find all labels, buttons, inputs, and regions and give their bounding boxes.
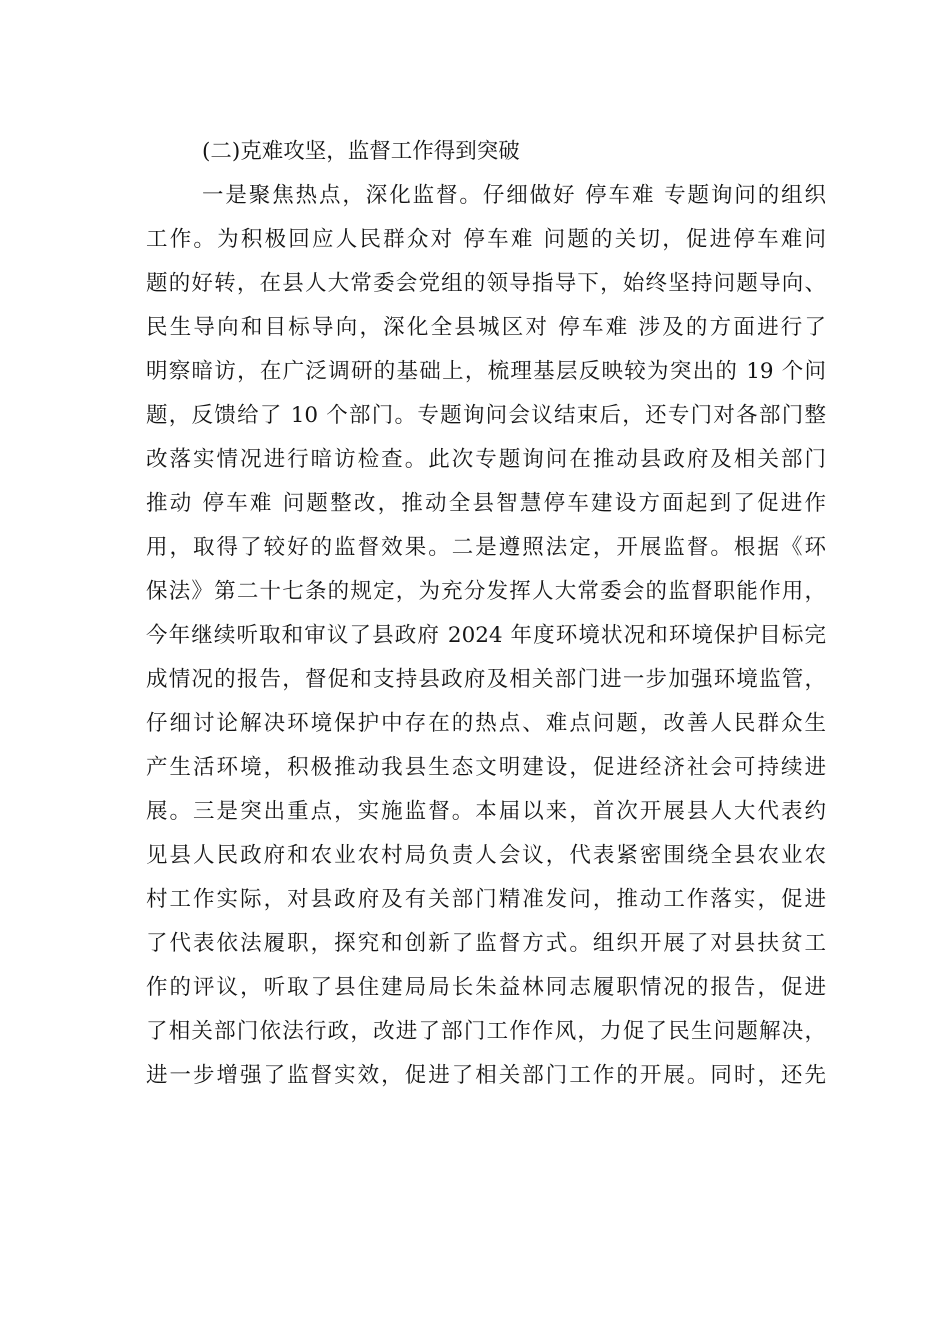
paragraph-line: 成情况的报告，督促和支持县政府及相关部门进一步加强环境监管，	[146, 667, 826, 692]
paragraph-line: 题，反馈给了 10 个部门。专题询问会议结束后，还专门对各部门整	[146, 403, 826, 428]
paragraph-line: 进一步增强了监督实效，促进了相关部门工作的开展。同时，还先	[146, 1063, 826, 1088]
section-heading: (二)克难攻坚，监督工作得到突破	[202, 139, 520, 164]
paragraph-line: 题的好转，在县人大常委会党组的领导指导下，始终坚持问题导向、	[146, 271, 826, 296]
paragraph-line: 产生活环境，积极推动我县生态文明建设，促进经济社会可持续进	[146, 755, 826, 780]
paragraph-line: 保法》第二十七条的规定，为充分发挥人大常委会的监督职能作用，	[146, 579, 826, 604]
paragraph-line: 工作。为积极回应人民群众对 停车难 问题的关切，促进停车难问	[146, 227, 826, 252]
paragraph-line: 仔细讨论解决环境保护中存在的热点、难点问题，改善人民群众生	[146, 711, 826, 736]
paragraph-line: 展。三是突出重点，实施监督。本届以来，首次开展县人大代表约	[146, 799, 826, 824]
document-body	[146, 130, 826, 1098]
paragraph-line: 了代表依法履职，探究和创新了监督方式。组织开展了对县扶贫工	[146, 931, 826, 956]
paragraph-line: 民生导向和目标导向，深化全县城区对 停车难 涉及的方面进行了	[146, 315, 826, 340]
paragraph-line: 改落实情况进行暗访检查。此次专题询问在推动县政府及相关部门	[146, 447, 826, 472]
paragraph-line: 见县人民政府和农业农村局负责人会议，代表紧密围绕全县农业农	[146, 843, 826, 868]
paragraph-line: 推动 停车难 问题整改，推动全县智慧停车建设方面起到了促进作	[146, 491, 826, 516]
paragraph-line: 一是聚焦热点，深化监督。仔细做好 停车难 专题询问的组织	[202, 183, 826, 208]
paragraph-line: 用，取得了较好的监督效果。二是遵照法定，开展监督。根据《环	[146, 535, 826, 560]
paragraph-line: 了相关部门依法行政，改进了部门工作作风，力促了民生问题解决，	[146, 1019, 826, 1044]
paragraph-line: 今年继续听取和审议了县政府 2024 年度环境状况和环境保护目标完	[146, 623, 826, 648]
paragraph-line: 明察暗访，在广泛调研的基础上，梳理基层反映较为突出的 19 个问	[146, 359, 826, 384]
paragraph-line: 作的评议，听取了县住建局局长朱益林同志履职情况的报告，促进	[146, 975, 826, 1000]
paragraph-line: 村工作实际，对县政府及有关部门精准发问，推动工作落实，促进	[146, 887, 826, 912]
